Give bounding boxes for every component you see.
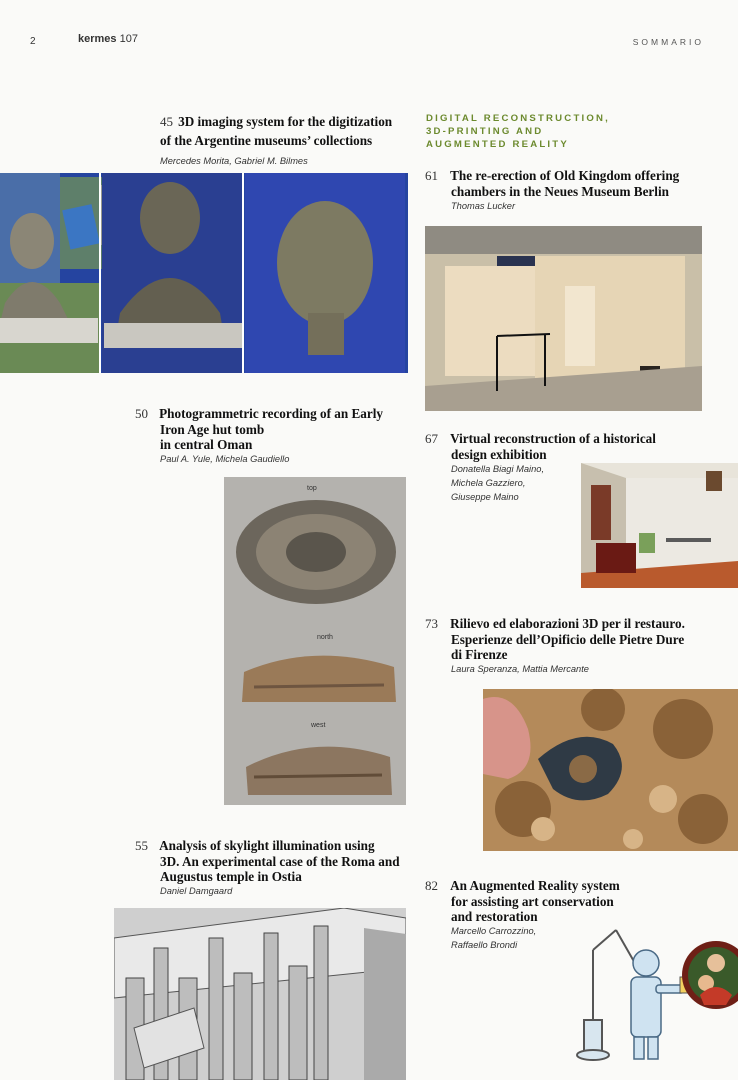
article-page-number: 45 [160, 114, 173, 129]
article-authors: Giuseppe Maino [451, 492, 519, 502]
journal-issue: 107 [119, 33, 138, 45]
exhibition-illustration [581, 463, 738, 588]
article-title: design exhibition [451, 447, 547, 462]
carving-photo [483, 689, 738, 851]
article-title: Esperienze dell’Opificio delle Pietre Dure [451, 632, 685, 647]
article-title: and restoration [451, 909, 538, 924]
article-title: 3D. An experimental case of the Roma and [160, 854, 400, 869]
article-authors: Paul A. Yule, Michela Gaudiello [160, 454, 290, 464]
article-title: Virtual reconstruction of a historical [450, 431, 656, 446]
section-heading-line: DIGITAL RECONSTRUCTION, [426, 113, 611, 124]
article-page-number: 67 [425, 431, 438, 446]
article-page-number: 61 [425, 168, 438, 183]
journal-name: kermes [78, 33, 117, 45]
exhibition-render [581, 463, 738, 588]
tomb-view-label-top: top [307, 485, 317, 492]
article-authors: Daniel Damgaard [160, 886, 233, 896]
section-heading [426, 112, 610, 151]
article-73[interactable] [425, 613, 725, 676]
museum-photo [425, 226, 702, 411]
tomb-view-label-north: north [317, 634, 333, 641]
article-authors: Thomas Lucker [451, 201, 516, 211]
article-title: Photogrammetric recording of an Early [159, 406, 383, 421]
article-title: Rilievo ed elaborazioni 3D per il restauro. [450, 616, 685, 631]
article-50[interactable] [135, 403, 405, 466]
article-title: Augustus temple in Ostia [160, 869, 302, 884]
article-title: Analysis of skylight illumination using [159, 838, 375, 853]
tomb-view-label-west: west [311, 722, 326, 729]
section-label: SOMMARIO [632, 37, 704, 47]
article-authors: Michela Gazziero, [451, 478, 526, 488]
article-61[interactable] [425, 165, 725, 213]
museum-illustration [425, 226, 702, 411]
article-title: of the Argentine museums’ collections [160, 133, 373, 148]
augmented-reality-illustration [576, 925, 738, 1065]
article-45[interactable] [160, 111, 410, 168]
article-title: chambers in the Neues Museum Berlin [451, 184, 669, 199]
hut-tomb-photo [224, 477, 406, 805]
article-authors: Donatella Biagi Maino, [451, 464, 545, 474]
article-page-number: 55 [135, 838, 148, 853]
page-number: 2 [30, 36, 36, 47]
article-title: in central Oman [160, 437, 253, 452]
section-heading-line: AUGMENTED REALITY [426, 139, 569, 150]
ar-figure [576, 925, 738, 1065]
carving-illustration [483, 689, 738, 851]
journal-title [78, 33, 138, 45]
article-title: for assisting art conservation [451, 894, 614, 909]
article-authors: Laura Speranza, Mattia Mercante [451, 664, 589, 674]
hut-tomb-illustration [224, 477, 406, 805]
article-title: Iron Age hut tomb [160, 422, 265, 437]
article-page-number: 50 [135, 406, 148, 421]
article-page-number: 82 [425, 878, 438, 893]
busts-photo [0, 173, 408, 373]
article-55[interactable] [135, 835, 425, 898]
article-title: An Augmented Reality system [450, 878, 620, 893]
article-title: 3D imaging system for the digitization [178, 114, 393, 129]
temple-illustration [114, 908, 406, 1080]
temple-render [114, 908, 406, 1080]
article-authors: Marcello Carrozzino, [451, 926, 537, 936]
article-authors: Raffaello Brondi [451, 940, 518, 950]
section-heading-line: 3D-PRINTING AND [426, 126, 544, 137]
article-title: The re-erection of Old Kingdom offering [450, 168, 680, 183]
article-page-number: 73 [425, 616, 438, 631]
article-authors: Mercedes Morita, Gabriel M. Bilmes [160, 156, 308, 166]
busts-illustration [0, 173, 408, 373]
article-title: di Firenze [451, 647, 508, 662]
